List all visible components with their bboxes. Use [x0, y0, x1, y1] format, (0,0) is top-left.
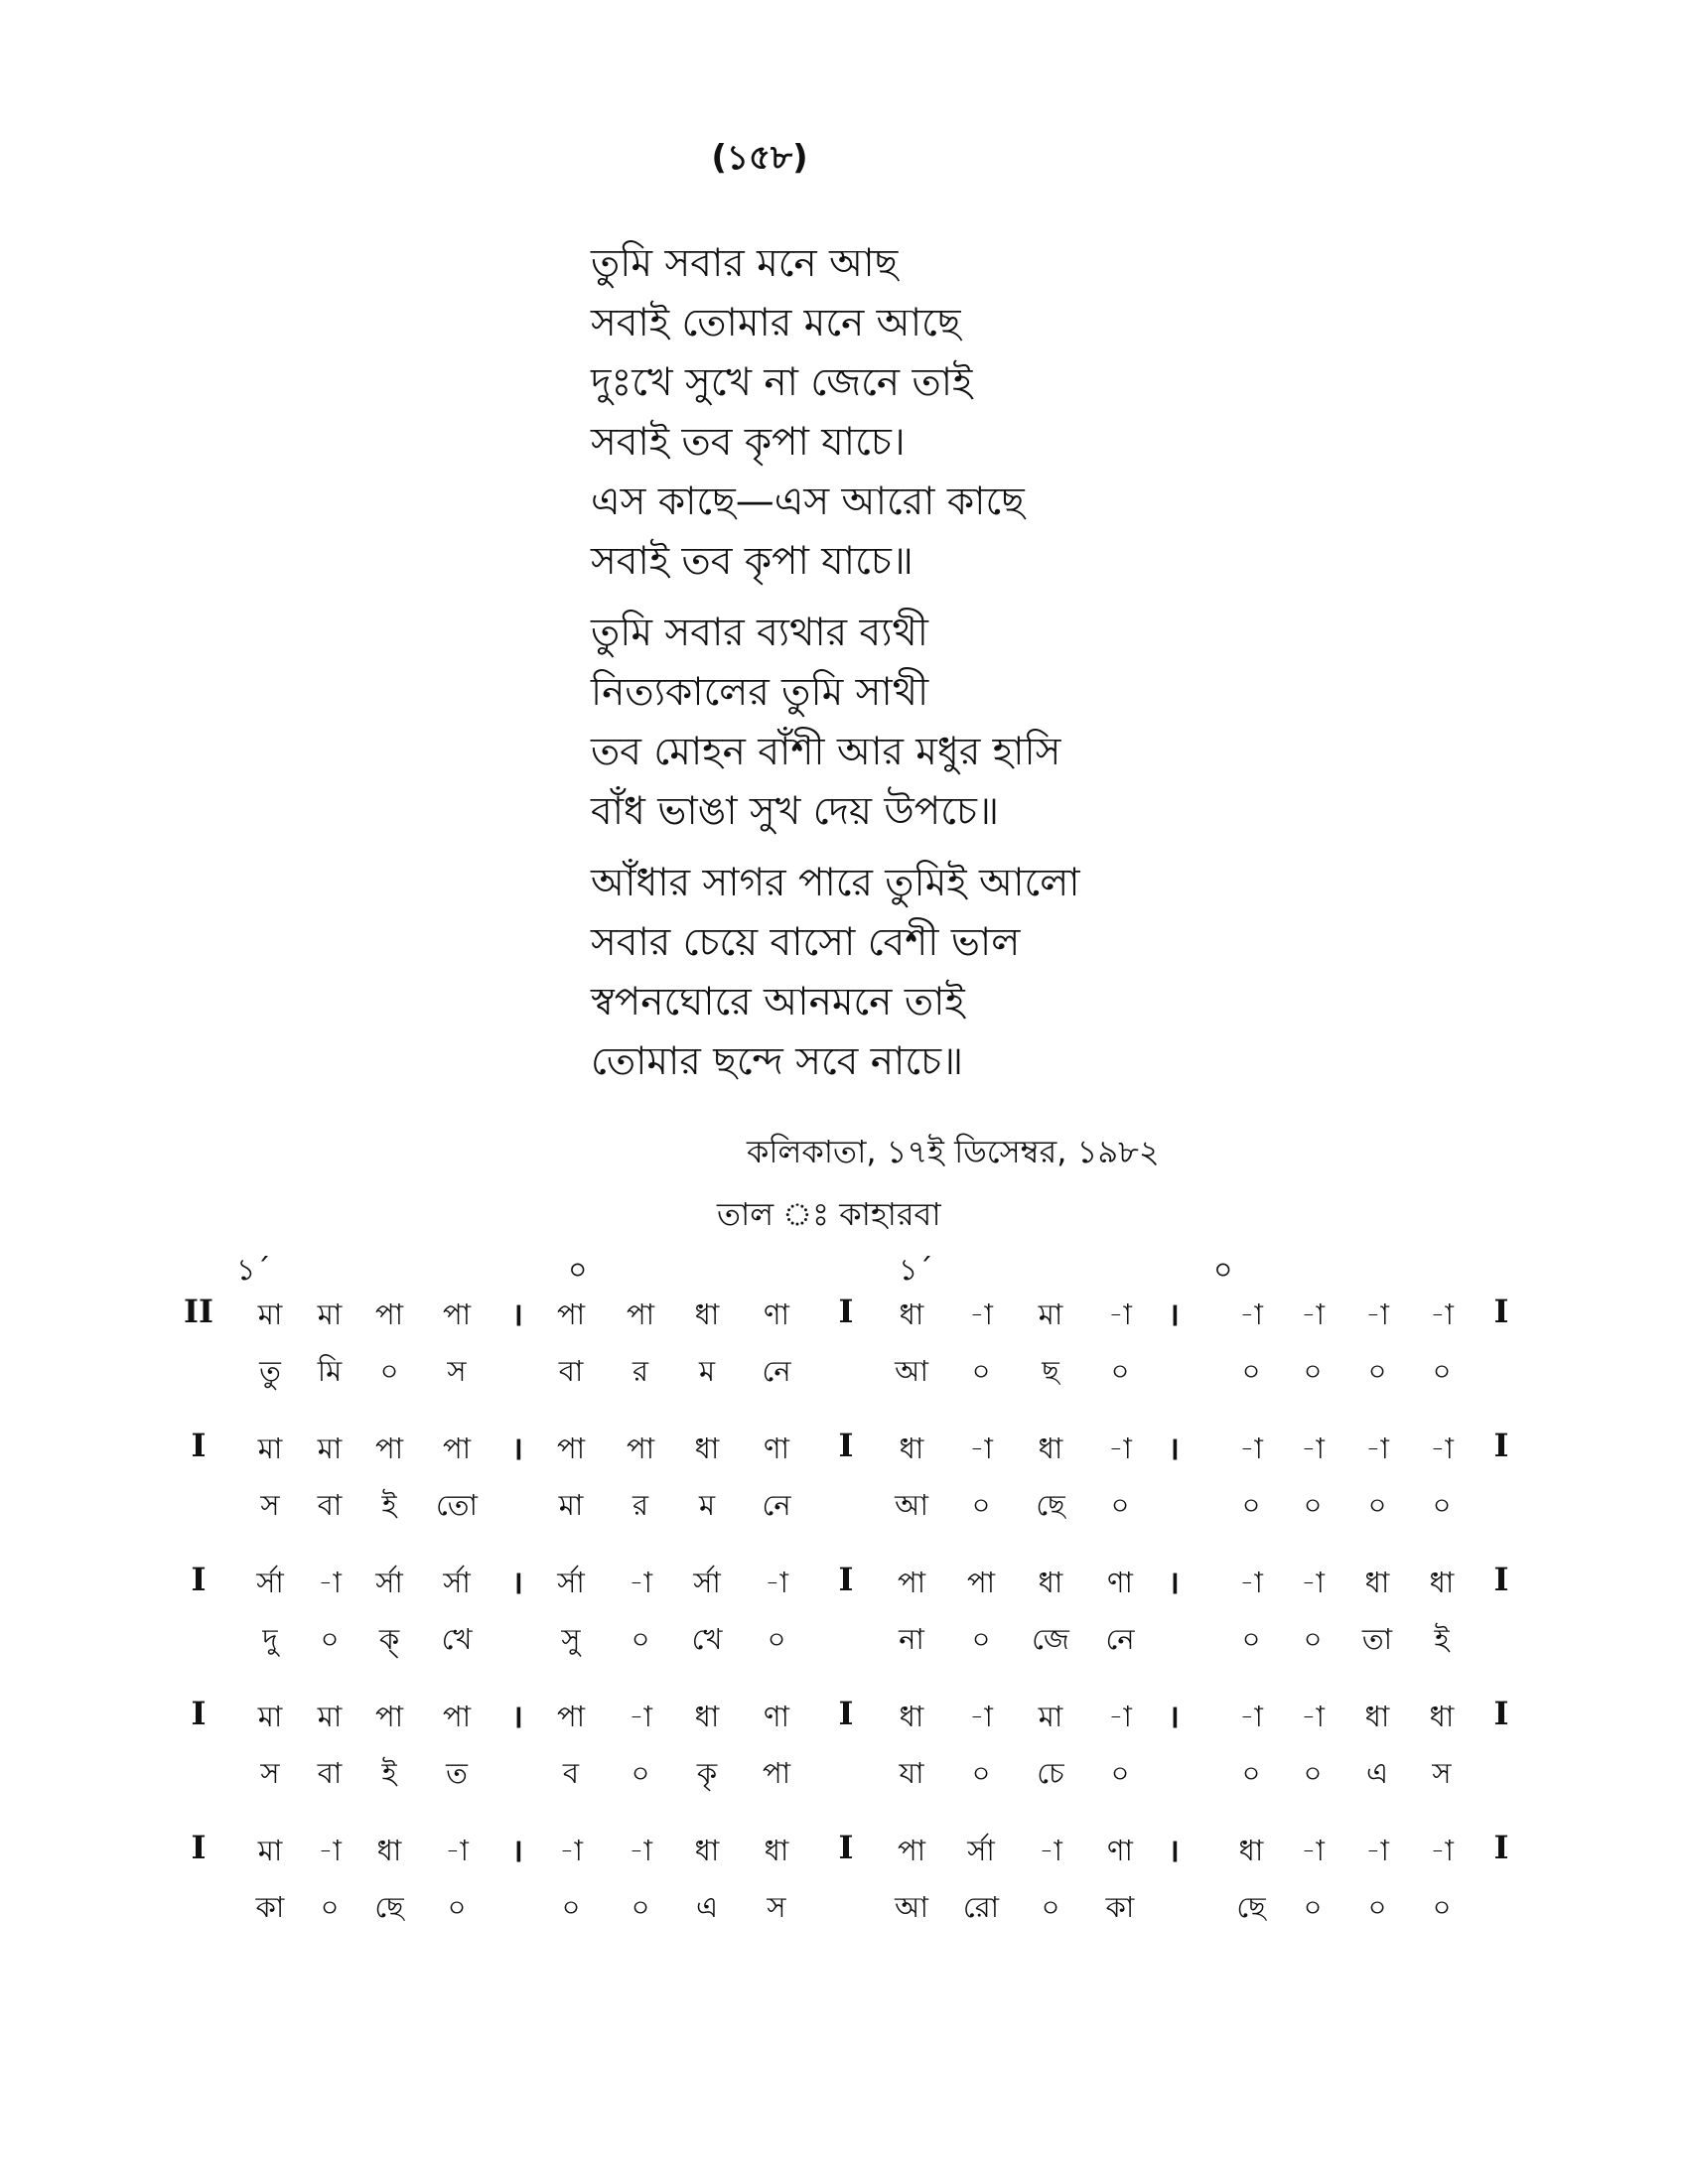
- sahitya-syllable: ব: [562, 1756, 580, 1790]
- swara-note: মা: [1038, 1700, 1063, 1733]
- sahitya-syllable: কা: [1105, 1890, 1135, 1924]
- lyric-line: তুমি সবার মনে আছ: [591, 241, 899, 286]
- barline: I: [1493, 1561, 1509, 1598]
- sahitya-syllable: রো: [962, 1890, 1000, 1924]
- sahitya-syllable: তু: [259, 1354, 281, 1388]
- swara-note: -া: [1365, 1834, 1389, 1867]
- swara-note: পা: [556, 1700, 586, 1733]
- sahitya-syllable: পা: [762, 1756, 791, 1790]
- sahitya-syllable: ০: [971, 1622, 991, 1656]
- sahitya-syllable: ০: [1241, 1354, 1261, 1388]
- notation-block: [0, 1561, 1688, 1695]
- sahitya-syllable: ০: [767, 1622, 786, 1656]
- swara-note: পা: [442, 1297, 472, 1331]
- sahitya-syllable: ০: [631, 1622, 650, 1656]
- barline: ।: [510, 1698, 524, 1735]
- lyric-line: তব মোহন বাঁশী আর মধুর হাসি: [591, 730, 1061, 774]
- swara-note: -া: [1301, 1834, 1325, 1867]
- sahitya-syllable: যা: [899, 1756, 924, 1790]
- swara-note: -া: [1239, 1297, 1263, 1331]
- sahitya-syllable: ০: [320, 1622, 340, 1656]
- sahitya-row: [0, 1885, 1688, 1933]
- swara-note: ণা: [764, 1297, 789, 1331]
- swara-note: -া: [1108, 1297, 1132, 1331]
- sahitya-syllable: ০: [1110, 1488, 1130, 1522]
- barline: I: [838, 1561, 854, 1598]
- sahitya-syllable: তা: [1361, 1622, 1393, 1656]
- sahitya-syllable: খে: [691, 1622, 723, 1656]
- sahitya-syllable: ০: [631, 1756, 650, 1790]
- barline: I: [1493, 1427, 1509, 1464]
- swara-row: [0, 1427, 1688, 1474]
- sahitya-syllable: সু: [561, 1622, 581, 1656]
- swara-note: ধা: [694, 1834, 720, 1867]
- sahitya-syllable: স: [767, 1890, 786, 1924]
- swara-note: -া: [1301, 1432, 1325, 1465]
- swara-note: র্সা: [557, 1566, 585, 1599]
- sahitya-syllable: আ: [895, 1354, 928, 1388]
- sahitya-syllable: ০: [1241, 1488, 1261, 1522]
- swara-note: পা: [556, 1432, 586, 1465]
- swara-note: -া: [765, 1566, 788, 1599]
- barline: I: [838, 1695, 854, 1732]
- sahitya-syllable: ০: [1241, 1756, 1261, 1790]
- sahitya-syllable: ০: [1241, 1622, 1261, 1656]
- sahitya-syllable: এ: [695, 1890, 719, 1924]
- swara-note: -া: [1365, 1432, 1389, 1465]
- swara-note: -া: [559, 1834, 583, 1867]
- swara-note: পা: [374, 1700, 404, 1733]
- sahitya-syllable: ম: [698, 1354, 716, 1388]
- swara-note: ধা: [899, 1297, 924, 1331]
- lyric-line: বাঁধ ভাঙা সুখ দেয় উপচে॥: [591, 789, 1000, 834]
- start-barline: II: [184, 1293, 213, 1330]
- sahitya-syllable: স: [260, 1756, 280, 1790]
- sahitya-syllable: স: [260, 1488, 280, 1522]
- swara-note: পা: [374, 1432, 404, 1465]
- taal-mark-khali-2: ০: [1213, 1253, 1233, 1288]
- lyric-line: আঁধার সাগর পারে তুমিই আলো: [591, 861, 1080, 905]
- sahitya-syllable: বা: [317, 1756, 343, 1790]
- swara-note: পা: [374, 1297, 404, 1331]
- lyric-line: দুঃখে সুখে না জেনে তাই: [591, 360, 973, 405]
- swara-note: মা: [317, 1297, 343, 1331]
- sahitya-syllable: ০: [1303, 1622, 1323, 1656]
- sahitya-syllable: ই: [381, 1488, 397, 1522]
- sahitya-syllable: স: [447, 1354, 467, 1388]
- sahitya-syllable: ম: [698, 1488, 716, 1522]
- swara-note: -া: [1108, 1432, 1132, 1465]
- page-number: (১৫৮): [711, 138, 808, 178]
- sahitya-syllable: জে: [1032, 1622, 1069, 1656]
- sahitya-syllable: এ: [1365, 1756, 1389, 1790]
- swara-note: ণা: [1107, 1834, 1133, 1867]
- notation-block: [0, 1293, 1688, 1427]
- lyrics: [591, 234, 1080, 1104]
- barline: ।: [510, 1564, 524, 1601]
- swara-note: ণা: [1107, 1566, 1133, 1599]
- sahitya-syllable: আ: [895, 1890, 928, 1924]
- sahitya-syllable: মা: [558, 1488, 584, 1522]
- swara-note: মা: [257, 1432, 283, 1465]
- swara-note: -া: [1430, 1297, 1454, 1331]
- taal-mark-sam: ১´: [236, 1253, 271, 1288]
- swara-note: ধা: [1238, 1834, 1264, 1867]
- sahitya-syllable: ০: [1432, 1354, 1452, 1388]
- swara-note: -া: [445, 1834, 469, 1867]
- swara-note: -া: [1239, 1566, 1263, 1599]
- sahitya-syllable: ছে: [1236, 1890, 1266, 1924]
- lyric-line: সবাই তোমার মনে আছে: [591, 301, 961, 345]
- barline: I: [1493, 1829, 1509, 1866]
- swara-note: -া: [1430, 1432, 1454, 1465]
- swara-note: পা: [966, 1566, 996, 1599]
- start-barline: I: [191, 1829, 207, 1866]
- sahitya-syllable: বা: [558, 1354, 584, 1388]
- swara-row: [0, 1695, 1688, 1742]
- taal-mark-khali: ০: [568, 1253, 588, 1288]
- swara-note: পা: [626, 1297, 655, 1331]
- swara-note: -া: [969, 1297, 993, 1331]
- swara-note: ধা: [1038, 1432, 1063, 1465]
- stanza: [591, 234, 1080, 592]
- sahitya-syllable: আ: [895, 1488, 928, 1522]
- swara-note: ধা: [899, 1700, 924, 1733]
- lyric-line: সবাই তব কৃপা যাচে॥: [591, 539, 914, 584]
- start-barline: I: [191, 1695, 207, 1732]
- lyric-line: তুমি সবার ব্যথার ব্যথী: [591, 611, 928, 655]
- swara-note: ধা: [899, 1432, 924, 1465]
- lyric-line: সবার চেয়ে বাসো বেশী ভাল: [591, 920, 1021, 965]
- notation-block: [0, 1427, 1688, 1561]
- swara-note: ণা: [764, 1432, 789, 1465]
- sahitya-syllable: ০: [1041, 1890, 1060, 1924]
- swara-note: -া: [629, 1566, 652, 1599]
- sahitya-syllable: ০: [1303, 1488, 1323, 1522]
- swara-note: ধা: [694, 1297, 720, 1331]
- swara-row: [0, 1561, 1688, 1608]
- barline: I: [838, 1829, 854, 1866]
- stanza: [591, 604, 1080, 842]
- swara-note: -া: [318, 1566, 342, 1599]
- sahitya-syllable: ০: [1303, 1354, 1323, 1388]
- start-barline: I: [191, 1427, 207, 1464]
- swara-note: ধা: [694, 1432, 720, 1465]
- sahitya-syllable: নে: [762, 1488, 791, 1522]
- sahitya-syllable: স: [1432, 1756, 1452, 1790]
- sahitya-syllable: ০: [1367, 1890, 1387, 1924]
- sahitya-syllable: খে: [441, 1622, 473, 1656]
- stanza: [591, 854, 1080, 1092]
- swara-row: [0, 1829, 1688, 1876]
- swara-note: -া: [1301, 1297, 1325, 1331]
- swara-note: -া: [629, 1834, 652, 1867]
- lyric-line: এস কাছে—এস আরো কাছে: [591, 479, 1025, 524]
- notation-block: [0, 1829, 1688, 1963]
- swara-note: মা: [1038, 1297, 1063, 1331]
- swara-note: ধা: [694, 1700, 720, 1733]
- swara-note: মা: [317, 1432, 343, 1465]
- swara-note: র্সা: [443, 1566, 471, 1599]
- sahitya-syllable: ছে: [374, 1890, 404, 1924]
- lyric-line: তোমার ছন্দে সবে নাচে॥: [591, 1039, 964, 1084]
- swara-row: [0, 1293, 1688, 1340]
- swara-note: ধা: [1038, 1566, 1063, 1599]
- swara-note: ধা: [764, 1834, 789, 1867]
- swara-note: -া: [318, 1834, 342, 1867]
- sahitya-syllable: ই: [381, 1756, 397, 1790]
- sahitya-syllable: নে: [762, 1354, 791, 1388]
- sahitya-syllable: না: [899, 1622, 924, 1656]
- sahitya-syllable: ০: [1110, 1756, 1130, 1790]
- barline: ।: [1167, 1564, 1181, 1601]
- swara-note: পা: [897, 1566, 926, 1599]
- dateline: কলিকাতা, ১৭ই ডিসেম্বর, ১৯৮২: [747, 1133, 1160, 1170]
- sahitya-syllable: বা: [317, 1488, 343, 1522]
- sahitya-row: [0, 1349, 1688, 1397]
- swara-note: -া: [1365, 1297, 1389, 1331]
- sahitya-syllable: ০: [971, 1354, 991, 1388]
- sahitya-syllable: ০: [971, 1756, 991, 1790]
- sahitya-syllable: ০: [379, 1354, 399, 1388]
- barline: I: [1493, 1695, 1509, 1732]
- sahitya-syllable: ০: [447, 1890, 467, 1924]
- barline: ।: [1167, 1296, 1181, 1333]
- swara-note: -া: [1301, 1700, 1325, 1733]
- swara-note: ধা: [1429, 1700, 1455, 1733]
- swara-note: পা: [556, 1297, 586, 1331]
- barline: ।: [1167, 1832, 1181, 1869]
- sahitya-row: [0, 1617, 1688, 1665]
- swara-note: -া: [1108, 1700, 1132, 1733]
- lyric-line: নিত্যকালের তুমি সাথী: [591, 670, 929, 715]
- swara-note: -া: [1239, 1432, 1263, 1465]
- swara-note: পা: [897, 1834, 926, 1867]
- sahitya-syllable: ০: [971, 1488, 991, 1522]
- swara-note: -া: [1301, 1566, 1325, 1599]
- sahitya-syllable: ০: [1367, 1488, 1387, 1522]
- lyric-line: স্বপনঘোরে আনমনে তাই: [591, 980, 965, 1024]
- swara-note: ধা: [1364, 1566, 1390, 1599]
- sahitya-syllable: কৃ: [696, 1756, 718, 1790]
- swara-note: ধা: [1364, 1700, 1390, 1733]
- sahitya-row: [0, 1751, 1688, 1799]
- swara-note: মা: [317, 1700, 343, 1733]
- barline: ।: [510, 1296, 524, 1333]
- swara-note: -া: [1430, 1834, 1454, 1867]
- sahitya-syllable: মি: [317, 1354, 343, 1388]
- sahitya-row: [0, 1483, 1688, 1531]
- sahitya-syllable: চে: [1037, 1756, 1064, 1790]
- sahitya-syllable: নে: [1105, 1622, 1135, 1656]
- barline: I: [838, 1427, 854, 1464]
- sahitya-syllable: ০: [1303, 1756, 1323, 1790]
- sahitya-syllable: ০: [1432, 1488, 1452, 1522]
- sahitya-syllable: তো: [436, 1488, 478, 1522]
- taal-mark-tali: ১´: [899, 1253, 933, 1288]
- sahitya-syllable: ০: [631, 1890, 650, 1924]
- swara-note: র্সা: [256, 1566, 284, 1599]
- swara-note: মা: [257, 1834, 283, 1867]
- sahitya-syllable: কা: [255, 1890, 285, 1924]
- swara-note: -া: [1039, 1834, 1062, 1867]
- sahitya-syllable: ০: [1367, 1354, 1387, 1388]
- swara-note: র্সা: [375, 1566, 403, 1599]
- sahitya-syllable: ০: [561, 1890, 581, 1924]
- sahitya-syllable: দু: [262, 1622, 278, 1656]
- sahitya-syllable: ত: [446, 1756, 468, 1790]
- barline: ।: [1167, 1698, 1181, 1735]
- taal-marks: [0, 1246, 1688, 1296]
- barline: ।: [1167, 1430, 1181, 1467]
- swara-note: -া: [629, 1700, 652, 1733]
- barline: I: [1493, 1293, 1509, 1330]
- barline: ।: [510, 1430, 524, 1467]
- swara-note: -া: [969, 1432, 993, 1465]
- sahitya-syllable: ই: [1434, 1622, 1450, 1656]
- swara-note: র্সা: [693, 1566, 721, 1599]
- sahitya-syllable: ০: [1432, 1890, 1452, 1924]
- swara-note: মা: [257, 1700, 283, 1733]
- sahitya-syllable: ০: [1110, 1354, 1130, 1388]
- swara-note: পা: [442, 1700, 472, 1733]
- swara-note: ণা: [764, 1700, 789, 1733]
- sahitya-syllable: ০: [320, 1890, 340, 1924]
- notation-block: [0, 1695, 1688, 1829]
- sahitya-syllable: র: [633, 1354, 648, 1388]
- swara-note: পা: [626, 1432, 655, 1465]
- swara-note: ধা: [376, 1834, 402, 1867]
- tala-label: তাল ঃ কাহারবা: [717, 1195, 941, 1233]
- swara-note: র্সা: [967, 1834, 995, 1867]
- sahitya-syllable: র: [633, 1488, 648, 1522]
- start-barline: I: [191, 1561, 207, 1598]
- swara-note: পা: [442, 1432, 472, 1465]
- swara-note: ধা: [1429, 1566, 1455, 1599]
- barline: ।: [510, 1832, 524, 1869]
- swara-note: -া: [969, 1700, 993, 1733]
- sahitya-syllable: ০: [1303, 1890, 1323, 1924]
- sahitya-syllable: ক্: [378, 1622, 400, 1656]
- sahitya-syllable: ছে: [1036, 1488, 1065, 1522]
- lyric-line: সবাই তব কৃপা যাচে।: [591, 420, 906, 465]
- barline: I: [838, 1293, 854, 1330]
- sahitya-syllable: ছ: [1042, 1354, 1059, 1388]
- swara-note: মা: [257, 1297, 283, 1331]
- swara-note: -া: [1239, 1700, 1263, 1733]
